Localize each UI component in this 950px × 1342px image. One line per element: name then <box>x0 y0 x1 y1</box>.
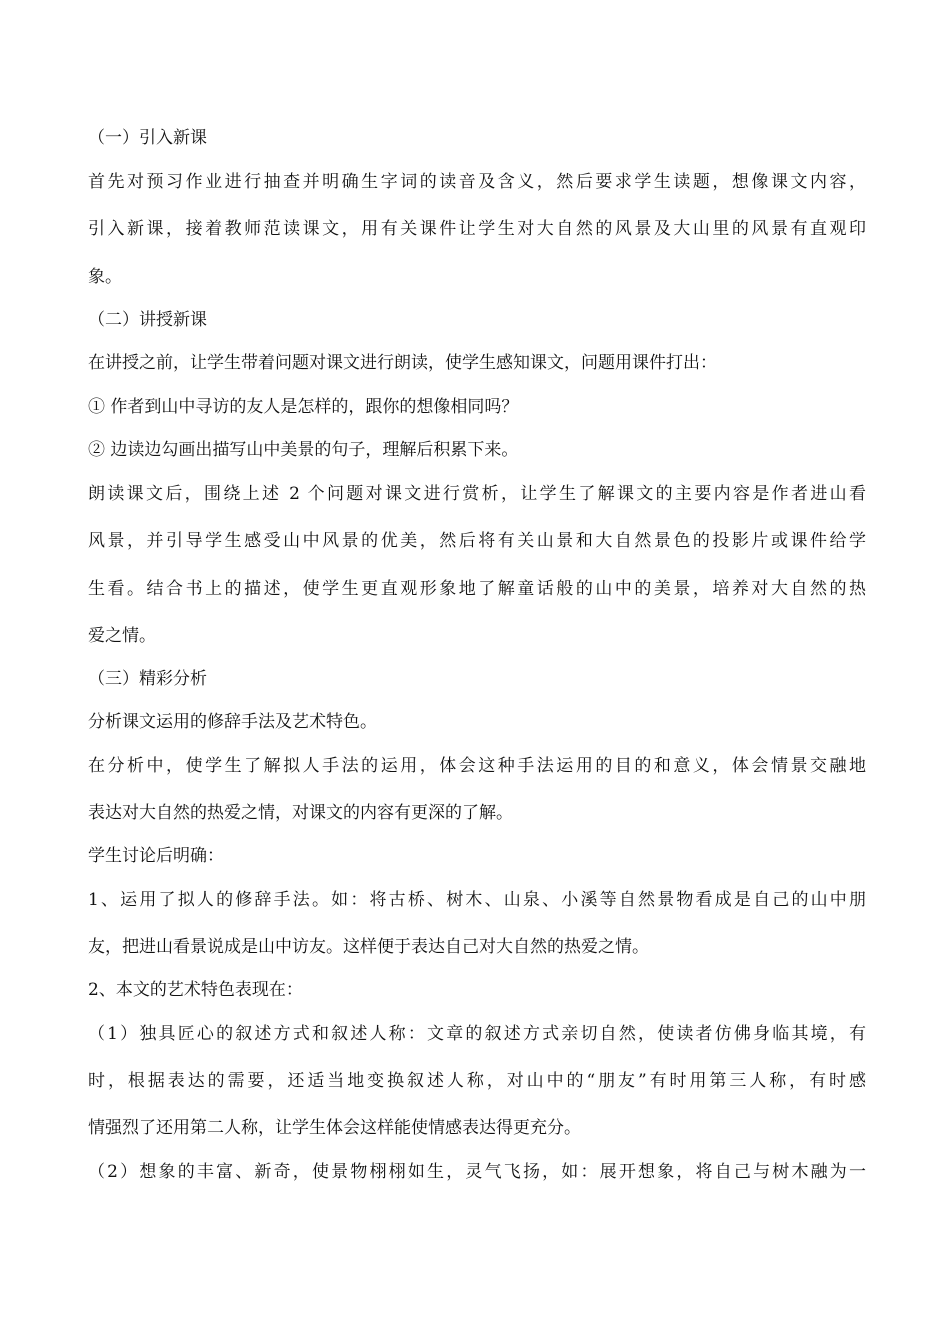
paragraph-line: 学生讨论后明确： <box>88 846 224 866</box>
paragraph-line: 朗读课文后，围绕上述 2 个问题对课文进行赏析，让学生了解课文的主要内容是作者进山看 <box>88 484 866 504</box>
paragraph-line: 引入新课，接着教师范读课文，用有关课件让学生对大自然的风景及大山里的风景有直观印 <box>88 219 866 239</box>
paragraph-line: 分析课文运用的修辞手法及艺术特色。 <box>88 712 377 732</box>
sub-item-1-continued: 情强烈了还用第二人称，让学生体会这样能使情感表达得更充分。 <box>88 1118 581 1138</box>
question-item-1: ① 作者到山中寻访的友人是怎样的，跟你的想像相同吗？ <box>88 397 519 417</box>
sub-item-2: （2）想象的丰富、新奇，使景物栩栩如生，灵气飞扬，如：展开想象，将自己与树木融为一 <box>88 1162 866 1182</box>
list-item-1: 1、运用了拟人的修辞手法。如：将古桥、树木、山泉、小溪等自然景物看成是自己的山中朋 <box>88 890 866 910</box>
paragraph-line: 生看。结合书上的描述，使学生更直观形象地了解童话般的山中的美景，培养对大自然的热 <box>88 579 866 599</box>
section-heading-3: （三）精彩分析 <box>88 669 207 689</box>
question-item-2: ② 边读边勾画出描写山中美景的句子，理解后积累下来。 <box>88 440 519 460</box>
paragraph-line: 首先对预习作业进行抽查并明确生字词的读音及含义，然后要求学生读题，想像课文内容， <box>88 172 866 192</box>
paragraph-line: 表达对大自然的热爱之情，对课文的内容有更深的了解。 <box>88 803 513 823</box>
sub-item-1: （1）独具匠心的叙述方式和叙述人称：文章的叙述方式亲切自然，使读者仿佛身临其境，有 <box>88 1024 866 1044</box>
sub-item-1-continued: 时，根据表达的需要，还适当地变换叙述人称，对山中的“朋友”有时用第三人称，有时感 <box>88 1071 866 1091</box>
paragraph-line: 爱之情。 <box>88 626 156 646</box>
list-item-1-continued: 友，把进山看景说成是山中访友。这样便于表达自己对大自然的热爱之情。 <box>88 937 649 957</box>
section-heading-1: （一）引入新课 <box>88 128 207 148</box>
list-item-2: 2、本文的艺术特色表现在： <box>88 980 303 1000</box>
paragraph-line: 象。 <box>88 267 122 287</box>
paragraph-line: 在分析中，使学生了解拟人手法的运用，体会这种手法运用的目的和意义，体会情景交融地 <box>88 756 866 776</box>
paragraph-line: 风景，并引导学生感受山中风景的优美，然后将有关山景和大自然景色的投影片或课件给学 <box>88 531 866 551</box>
section-heading-2: （二）讲授新课 <box>88 310 207 330</box>
paragraph-line: 在讲授之前，让学生带着问题对课文进行朗读，使学生感知课文，问题用课件打出： <box>88 353 717 373</box>
